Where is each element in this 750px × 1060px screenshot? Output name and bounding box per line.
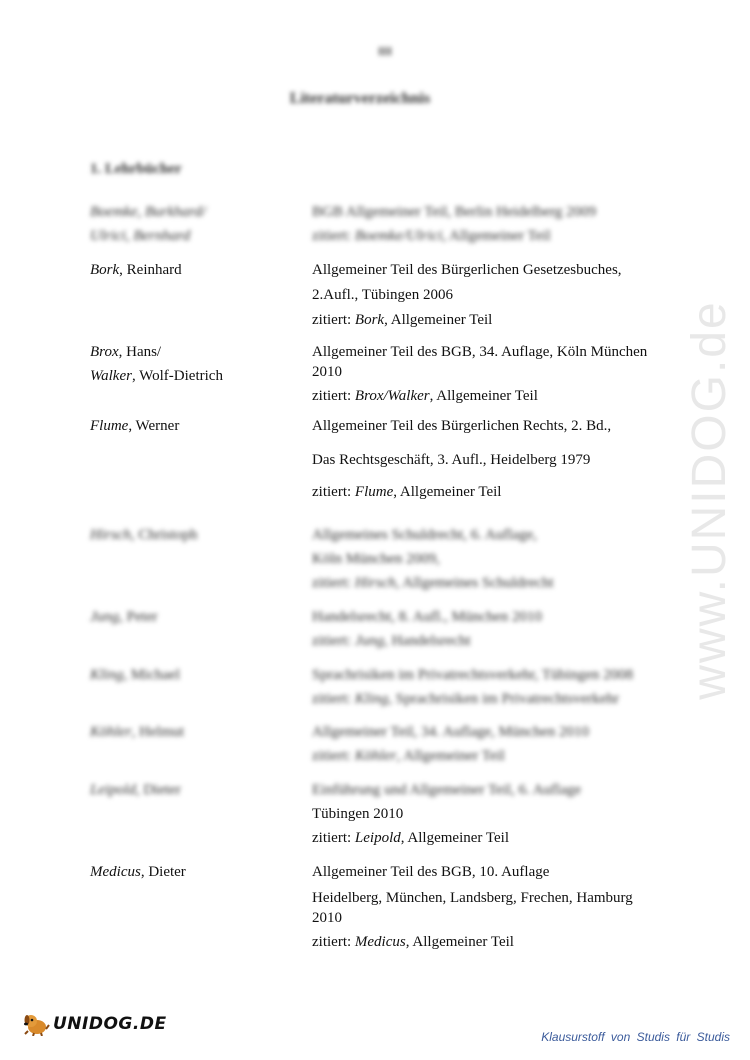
author-line: Medicus, Dieter: [90, 864, 186, 880]
work-line: zitiert: Köhler, Allgemeiner Teil: [312, 748, 505, 764]
work-line: zitiert: Hirsch, Allgemeines Schuldrecht: [312, 575, 554, 591]
work-line: BGB Allgemeiner Teil, Berlin Heidelberg 2009: [312, 204, 597, 220]
author-line: Hirsch, Christoph: [90, 527, 198, 543]
entry-author: [90, 260, 300, 284]
work-line: Sprachrisiken im Privatrechtsverkehr, Tübingen 2008: [312, 667, 634, 683]
work-line: Allgemeiner Teil des Bürgerlichen Rechts, 2. Bd.,: [312, 418, 612, 434]
author-line: Boemke, Burkhard/: [90, 204, 207, 220]
page-title: Literaturverzeichnis: [289, 90, 431, 107]
entry-author: [90, 342, 300, 390]
author-line: Walker, Wolf-Dietrich: [90, 368, 223, 384]
logo-text: UNIDOG.DE: [53, 1014, 167, 1034]
entry-work: [312, 862, 662, 952]
work-line: zitiert: Kling, Sprachrisiken im Privatrechtsverkehr: [312, 691, 620, 707]
entry-work: [312, 780, 662, 848]
work-line: Allgemeiner Teil, 34. Auflage, München 2010: [312, 724, 589, 740]
entry-work: [312, 202, 662, 250]
work-line: Allgemeiner Teil des BGB, 10. Auflage: [312, 864, 550, 880]
entry-work: [312, 260, 662, 335]
work-line: Heidelberg, München, Landsberg, Frechen, Hamburg 2010: [312, 890, 633, 926]
work-line: Köln München 2009,: [312, 551, 440, 567]
author-line: Jung, Peter: [90, 609, 158, 625]
entry-work: [312, 665, 662, 709]
entry-author: [90, 780, 300, 804]
work-line: zitiert: Leipold, Allgemeiner Teil: [312, 830, 509, 846]
entry-work: [312, 342, 662, 406]
work-line: Allgemeines Schuldrecht, 6. Auflage,: [312, 527, 537, 543]
entry-work: [312, 416, 662, 502]
entry-author: [90, 722, 300, 746]
entry-author: [90, 862, 300, 886]
entry-author: [90, 665, 300, 689]
author-line: Bork, Reinhard: [90, 262, 182, 278]
author-line: Köhler, Helmut: [90, 724, 185, 740]
work-line: zitiert: Flume, Allgemeiner Teil: [312, 484, 502, 500]
entry-author: [90, 416, 300, 440]
work-line: Allgemeiner Teil des BGB, 34. Auflage, Köln München 2010: [312, 344, 648, 380]
entry-work: [312, 525, 662, 593]
entry-work: [312, 607, 662, 651]
section-heading: 1. Lehrbücher: [90, 161, 182, 177]
author-line: Leipold, Dieter: [90, 782, 181, 798]
work-line: zitiert: Medicus, Allgemeiner Teil: [312, 934, 514, 950]
work-line: Handelsrecht, 8. Aufl., München 2010: [312, 609, 542, 625]
author-line: Flume, Werner: [90, 418, 180, 434]
work-line: zitiert: Bork, Allgemeiner Teil: [312, 312, 493, 328]
work-line: Tübingen 2010: [312, 806, 404, 822]
work-line: Allgemeiner Teil des Bürgerlichen Gesetzesbuches,: [312, 262, 622, 278]
entry-author: [90, 525, 300, 549]
dog-icon: [22, 1012, 50, 1036]
watermark: www.UNIDOG.de: [683, 300, 736, 700]
work-line: zitiert: Jung, Handelsrecht: [312, 633, 471, 649]
author-line: Ulrici, Bernhard: [90, 228, 191, 244]
author-line: Kling, Michael: [90, 667, 180, 683]
author-line: Brox, Hans/: [90, 344, 162, 360]
work-line: 2.Aufl., Tübingen 2006: [312, 287, 453, 303]
entry-author: [90, 607, 300, 631]
work-line: Das Rechtsgeschäft, 3. Aufl., Heidelberg 1979: [312, 452, 591, 468]
page-number: III: [377, 44, 392, 58]
work-line: Einführung und Allgemeiner Teil, 6. Auflage: [312, 782, 582, 798]
footer-slogan: Klausurstoff von Studis für Studis: [541, 1030, 730, 1044]
entry-work: [312, 722, 662, 766]
entry-author: [90, 202, 300, 250]
unidog-logo[interactable]: [22, 1012, 167, 1036]
work-line: zitiert: Brox/Walker, Allgemeiner Teil: [312, 388, 538, 404]
work-line: zitiert: Boemke/Ulrici, Allgemeiner Teil: [312, 228, 551, 244]
